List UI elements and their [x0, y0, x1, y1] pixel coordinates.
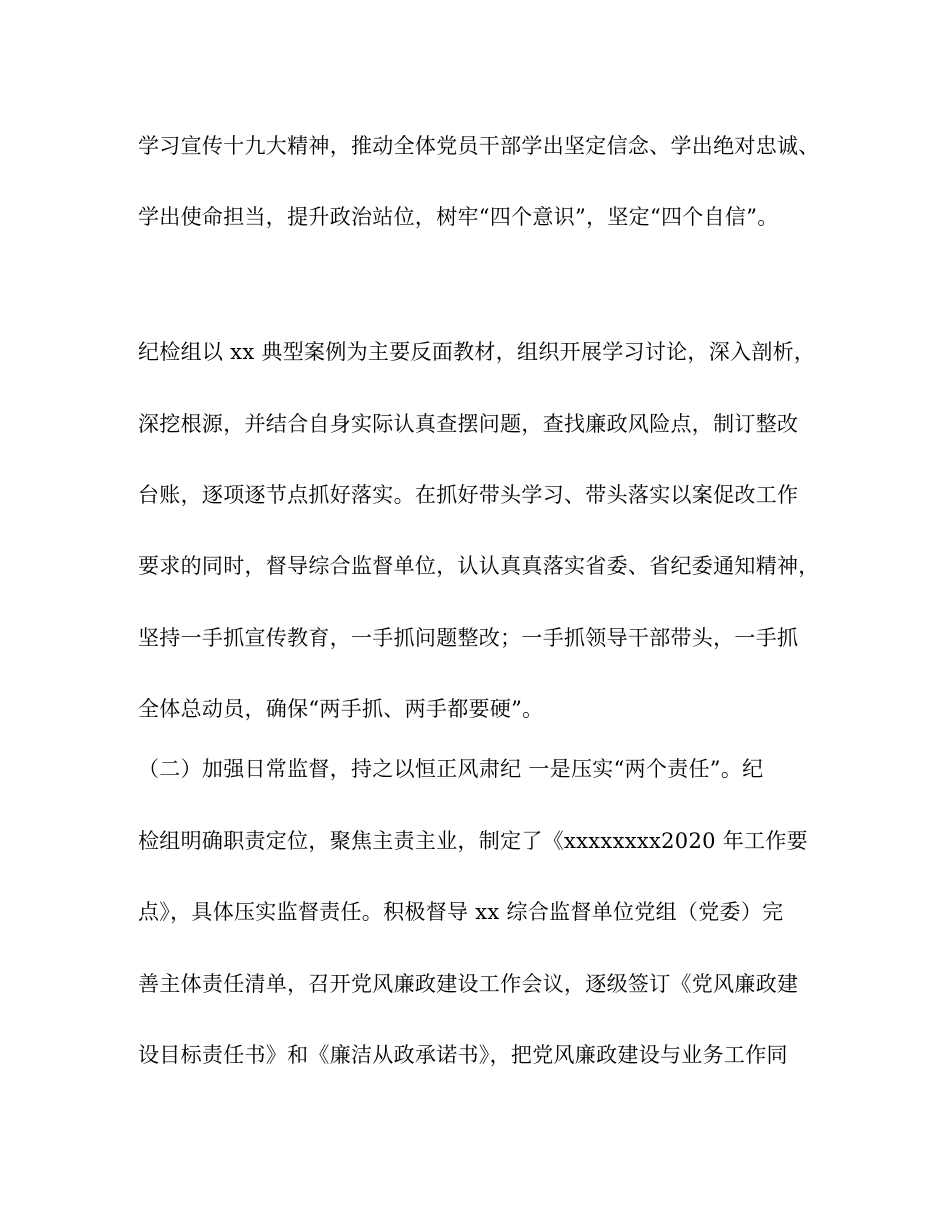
text-line: 全体总动员，确保“两手抓、两手都要硬”。	[138, 697, 544, 721]
text-line: 台账，逐项逐节点抓好落实。在抓好带头学习、带头落实以案促改工作	[138, 483, 799, 507]
text-line: （二）加强日常监督，持之以恒正风肃纪 一是压实“两个责任”。纪	[138, 757, 764, 781]
text-line: 设目标责任书》和《廉洁从政承诺书》，把党风廉政建设与业务工作同	[138, 1043, 788, 1067]
text-line: 深挖根源，并结合自身实际认真查摆问题，查找廉政风险点，制订整改	[138, 412, 799, 436]
text-line: 纪检组以 xx 典型案例为主要反面教材，组织开展学习讨论，深入剖析，	[138, 340, 816, 364]
text-line: 学出使命担当，提升政治站位，树牢“四个意识”，坚定“四个自信”。	[138, 205, 779, 229]
text-line: 坚持一手抓宣传教育，一手抓问题整改；一手抓领导干部带头，一手抓	[138, 626, 799, 650]
text-line: 要求的同时，督导综合监督单位，认认真真落实省委、省纪委通知精神，	[138, 554, 820, 578]
text-line: 检组明确职责定位，聚焦主责主业，制定了《xxxxxxxx2020 年工作要	[138, 829, 808, 853]
text-line: 点》，具体压实监督责任。积极督导 xx 综合监督单位党组（党委）完	[138, 900, 784, 924]
text-line: 学习宣传十九大精神，推动全体党员干部学出坚定信念、学出绝对忠诚、	[138, 134, 820, 158]
text-line: 善主体责任清单，召开党风廉政建设工作会议，逐级签订《党风廉政建	[138, 972, 799, 996]
